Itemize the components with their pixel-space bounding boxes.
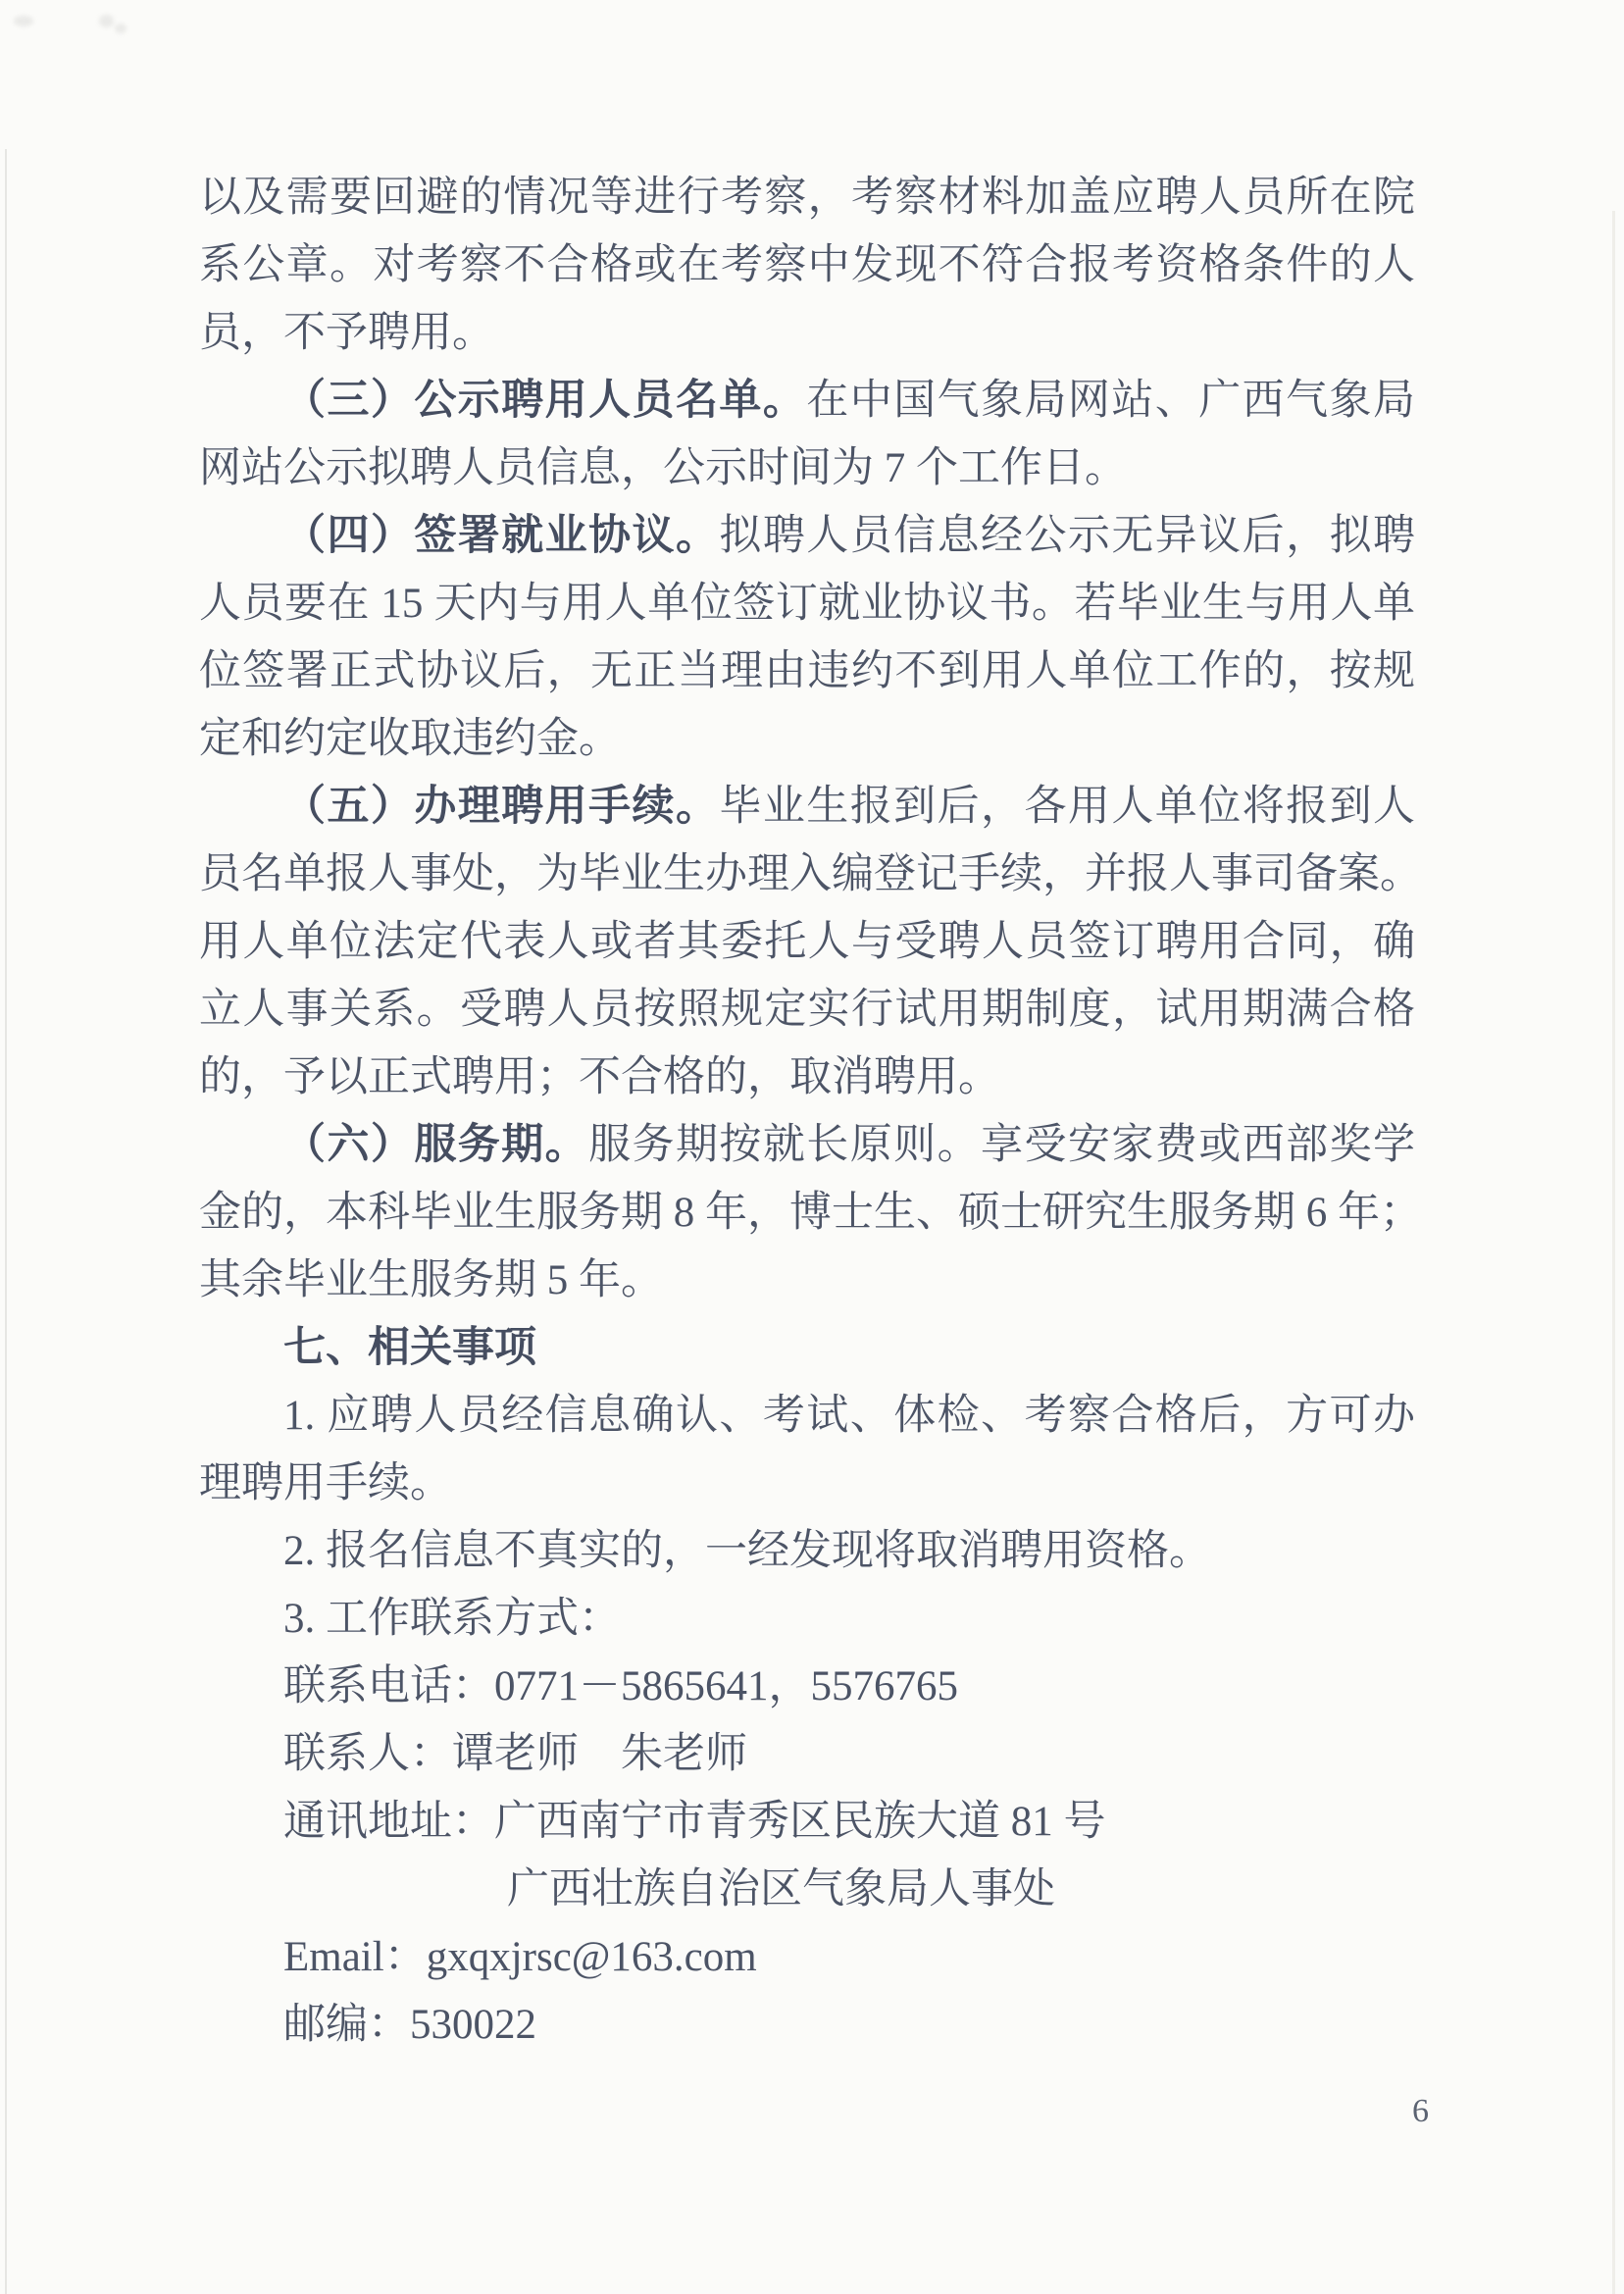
heading-run-section-7: 七、相关事项 [283,1325,536,1371]
text-line-12 [199,908,1415,976]
text-run: Email：gxqxjrsc@163.com [283,1934,757,1980]
text-line-06 [199,502,1415,570]
text-line-05 [199,434,1415,502]
scan-smudge-artifact [14,16,33,26]
text-line-07 [199,570,1415,637]
text-line-24-contacts [199,1720,1415,1788]
heading-run-item-4: （四）签署就业协议。 [283,513,720,559]
text-line-16 [199,1179,1422,1247]
text-run: 其余毕业生服务期 5 年。 [199,1257,663,1303]
text-run: 员名单报人事处，为毕业生办理入编登记手续，并报人事司备案。 [199,851,1422,897]
text-line-02 [199,231,1415,299]
page-number: 6 [1412,2093,1429,2129]
text-run: 2. 报名信息不真实的，一经发现将取消聘用资格。 [283,1528,1211,1574]
text-run: 用人单位法定代表人或者其委托人与受聘人员签订聘用合同，确 [199,919,1415,965]
text-run: 员，不予聘用。 [199,310,494,356]
text-line-09 [199,705,1415,773]
text-run: 系公章。对考察不合格或在考察中发现不符合报考资格条件的人 [199,242,1415,288]
text-line-01 [199,164,1415,231]
text-line-23-phone [199,1653,1415,1720]
text-run: 人员要在 15 天内与用人单位签订就业协议书。若毕业生与用人单 [199,581,1415,627]
text-run: 3. 工作联系方式： [283,1596,621,1642]
text-run: 在中国气象局网站、广西气象局 [806,378,1416,424]
text-run: 的，予以正式聘用；不合格的，取消聘用。 [199,1054,1000,1100]
document-body [199,164,1422,2059]
text-line-13 [199,976,1415,1044]
scan-edge-artifact-right [1612,211,1615,2294]
text-line-18-section-heading [199,1314,1415,1382]
text-line-27-email [199,1923,1415,1991]
text-line-03 [199,299,1415,367]
text-run: 毕业生报到后，各用人单位将报到人 [719,784,1416,830]
text-line-28-postcode [199,1991,1415,2059]
text-line-15 [199,1111,1415,1179]
text-run: 拟聘人员信息经公示无异议后，拟聘 [719,513,1416,559]
text-run: 金的，本科毕业生服务期 8 年，博士生、硕士研究生服务期 6 年； [199,1190,1422,1236]
scan-smudge-artifact [115,24,127,33]
text-run: 定和约定收取违约金。 [199,716,621,762]
text-run: 服务期按就长原则。享受安家费或西部奖学 [588,1122,1416,1168]
text-line-08 [199,637,1415,705]
text-run: 广西壮族自治区气象局人事处 [507,1866,1055,1912]
text-run: 1. 应聘人员经信息确认、考试、体检、考察合格后，方可办 [283,1393,1415,1439]
text-run: 联系人：谭老师 朱老师 [283,1731,747,1777]
text-line-25-address [199,1788,1415,1856]
text-line-26-address-2 [199,1856,1415,1923]
text-line-14 [199,1044,1415,1111]
scan-edge-artifact-left [5,149,7,2294]
text-line-19 [199,1382,1415,1450]
text-run: 邮编：530022 [283,2002,536,2048]
text-line-04 [199,367,1415,434]
heading-run-item-3: （三）公示聘用人员名单。 [283,378,807,424]
text-line-11 [199,841,1422,908]
text-line-10 [199,773,1415,841]
text-run: 以及需要回避的情况等进行考察，考察材料加盖应聘人员所在院 [199,175,1415,221]
text-run: 立人事关系。受聘人员按照规定实行试用期制度，试用期满合格 [199,987,1415,1033]
text-line-21 [199,1517,1415,1585]
text-line-17 [199,1247,1415,1314]
heading-run-item-6: （六）服务期。 [283,1122,589,1168]
text-run: 位签署正式协议后，无正当理由违约不到用人单位工作的，按规 [199,648,1415,694]
text-line-20 [199,1450,1415,1517]
text-line-22 [199,1585,1415,1653]
text-run: 联系电话：0771－5865641，5576765 [283,1663,958,1709]
text-run: 理聘用手续。 [199,1460,452,1506]
text-run: 通讯地址：广西南宁市青秀区民族大道 81 号 [283,1799,1106,1845]
text-run: 网站公示拟聘人员信息，公示时间为 7 个工作日。 [199,445,1127,491]
scan-smudge-artifact [99,15,114,27]
heading-run-item-5: （五）办理聘用手续。 [283,784,720,830]
